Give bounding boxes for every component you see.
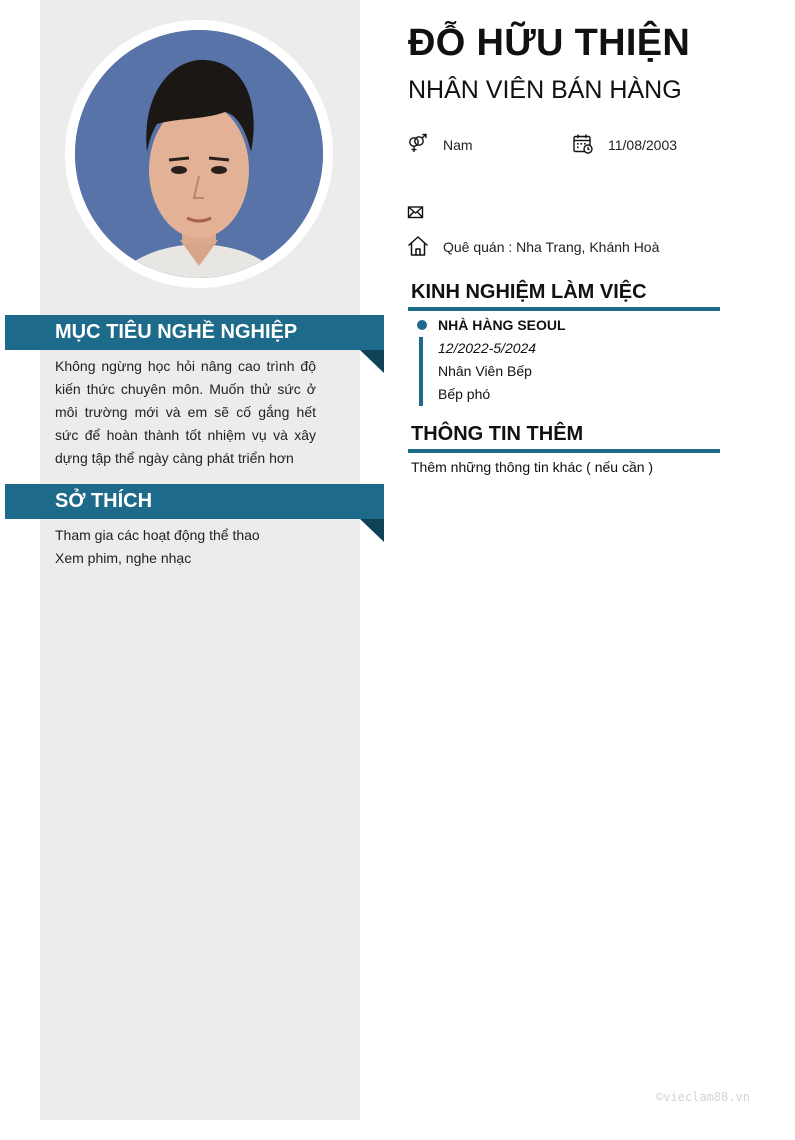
ribbon-fold xyxy=(360,350,384,373)
avatar xyxy=(65,20,333,288)
timeline-dot xyxy=(417,320,427,330)
additional-info-heading: THÔNG TIN THÊM xyxy=(411,423,584,445)
experience-company: NHÀ HÀNG SEOUL xyxy=(438,317,566,333)
timeline-line xyxy=(419,337,423,406)
additional-info-text: Thêm những thông tin khác ( nếu cần ) xyxy=(411,459,654,475)
experience-role: Bếp phó xyxy=(438,386,491,402)
hobbies-heading: SỞ THÍCH xyxy=(5,484,384,519)
experience-period: 12/2022-5/2024 xyxy=(438,340,537,356)
experience-role: Nhân Viên Bếp xyxy=(438,363,532,379)
birthdate-value: 11/08/2003 xyxy=(608,137,678,153)
calendar-icon xyxy=(572,133,594,155)
hobby-item: Xem phim, nghe nhạc xyxy=(55,550,192,566)
ribbon-fold xyxy=(360,519,384,542)
section-divider xyxy=(408,449,720,453)
candidate-name: ĐỖ HỮU THIỆN xyxy=(408,22,691,64)
envelope-icon xyxy=(406,202,428,224)
home-icon xyxy=(407,235,429,257)
watermark: ©vieclam88.vn xyxy=(656,1090,750,1104)
hobby-item: Tham gia các hoạt động thể thao xyxy=(55,527,260,543)
objective-heading: MỤC TIÊU NGHỀ NGHIỆP xyxy=(5,315,384,350)
gender-icon xyxy=(406,133,428,155)
candidate-position: NHÂN VIÊN BÁN HÀNG xyxy=(408,76,682,104)
objective-text: Không ngừng học hỏi nâng cao trình độ kiến thức chuyên môn. Muốn thử sức ở môi trường mới và em sẽ cố gắng hết sức để hoàn thành tốt nhiệm vụ và xây dựng tập thể ngày càng phát triển hơn xyxy=(55,358,316,466)
gender-value: Nam xyxy=(443,137,473,153)
experience-heading: KINH NGHIỆM LÀM VIỆC xyxy=(411,281,647,303)
profile-photo xyxy=(75,30,323,278)
section-divider xyxy=(408,307,720,311)
hometown-value: Quê quán : Nha Trang, Khánh Hoà xyxy=(443,239,660,255)
